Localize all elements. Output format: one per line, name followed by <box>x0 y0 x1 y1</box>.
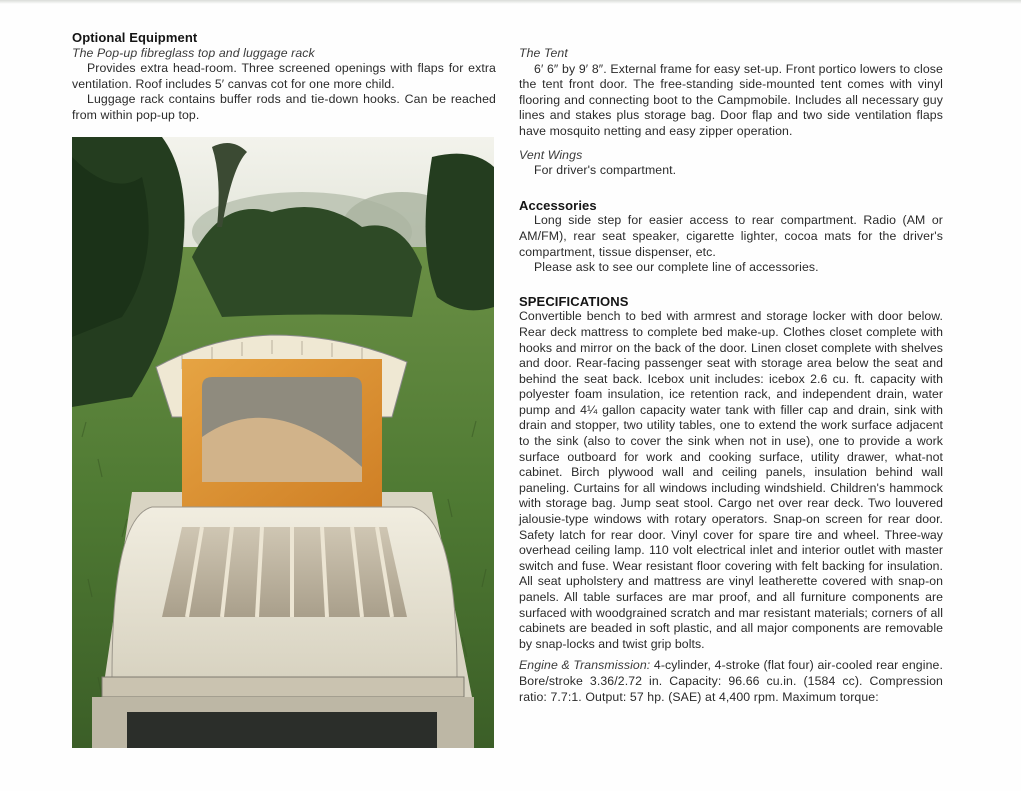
engine-transmission-text: 4-cylinder, 4-stroke (flat four) air-cooled rear engine. Bore/stroke 3.36/2.72 in. Capacity: 96.66 cu.in. (1584 cc). Compression ratio: 7.7:1. Output: 57 hp. (SAE) at 4,400 rpm. Maximum torque: <box>519 658 943 704</box>
left-column <box>72 30 496 124</box>
accessories-heading: Accessories <box>519 197 597 213</box>
tent-title: The Tent <box>519 46 568 60</box>
vent-wings-title: Vent Wings <box>519 147 583 162</box>
engine-transmission-label: Engine & Transmission: <box>519 658 651 673</box>
accessories-paragraph-2: Please ask to see our complete line of accessories. <box>534 260 819 275</box>
campmobile-photo <box>72 137 494 748</box>
optional-equipment-heading: Optional Equipment <box>72 30 198 45</box>
popup-top-paragraph-2: Luggage rack contains buffer rods and tie-down hooks. Can be reached from within pop-up top. <box>72 92 496 122</box>
popup-top-title: The Pop-up fibreglass top and luggage rack <box>72 45 315 60</box>
vent-wings-paragraph: For driver's compartment. <box>534 163 677 178</box>
specifications-paragraph: Convertible bench to bed with armrest and storage locker with door below. Rear deck mattress to complete bed make-up. Clothes closet complete with hooks and mirror on the back of the door. Linen closet complete with shelves and door. Rear-facing passenger seat with storage area below the seat and behind the seat back. Icebox unit includes: icebox 2.6 cu. ft. capacity with polyester foam insulation, ice retention rack, and independent drain, water pump and 4¼ gallon capacity water tank with filler cap and drain, sink with drain and stopper, two utility tables, one to extend the work surface adjacent to the sink (also to cover the sink when not in use), one to provide a work surface outboard for work and cooking surface, utility drawer, what-not cabinet. Birch plywood wall and ceiling panels, insulation behind wall paneling. Curtains for all windows including windshield. Children's hammock with storage bag. Jump seat stool. Cargo net over rear deck. Two louvered jalousie-type windows with rotary operators. Snap-on screen for rear door. Safety latch for rear door. Vinyl cover for spare tire and wheel. Three-way overhead ceiling lamp. 110 volt electrical inlet and interior outlet with master switch and fuse. Wear resistant floor covering with felt backing for insulation. All seat upholstery and mattress are vinyl leatherette covered with snap-on panels. All table surfaces are mar proof, and all furniture components are surfaced with woodgrained scratch and mar resistant materials; corners of all cabinets are beaded in soft plastic, and all major components are removable by snap-locks and twist grip bolts. <box>519 309 943 651</box>
specifications-heading: SPECIFICATIONS <box>519 293 629 309</box>
right-column <box>519 46 943 705</box>
engine-transmission-paragraph <box>519 658 943 705</box>
page-top-edge <box>0 0 1021 4</box>
tent-paragraph: 6′ 6″ by 9′ 8″. External frame for easy set-up. Front portico lowers to close the tent front door. The free-standing side-mounted tent comes with vinyl flooring and connecting boot to the Campmobile. Includes all necessary guy lines and stakes plus storage bag. Door flap and two side ventilation flaps have mosquito netting and easy zipper operation. <box>519 61 943 138</box>
accessories-paragraph-1: Long side step for easier access to rear compartment. Radio (AM or AM/FM), rear seat speaker, cigarette lighter, cocoa mats for the driver's compartment, tissue dispenser, etc. <box>519 213 943 259</box>
popup-top-paragraph-1: Provides extra head-room. Three screened openings with flaps for extra ventilation. Roof includes 5′ canvas cot for one more child. <box>72 61 496 91</box>
